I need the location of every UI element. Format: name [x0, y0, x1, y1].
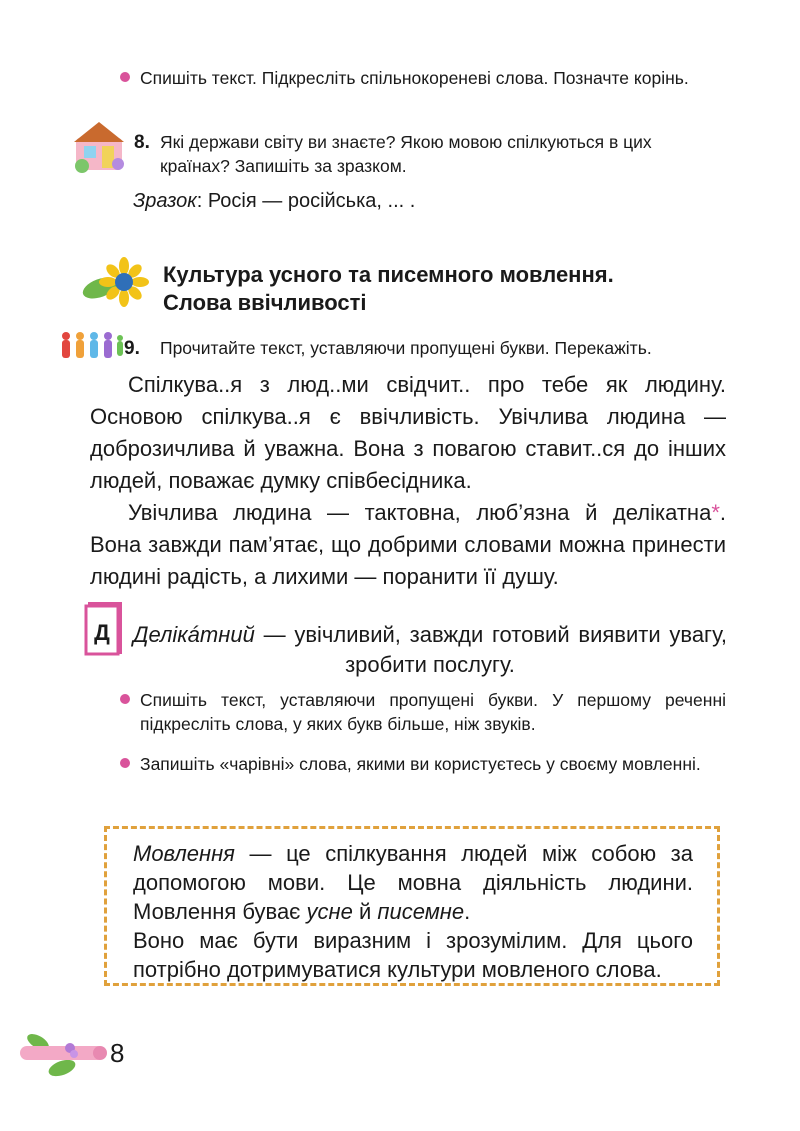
- reading-paragraph-1: Спілкува..я з люд..ми свідчит.. про тебе як людину. Основою спілкува..я є ввічливість. Увічлива людина — доброзичлива й уважна. Вона з повагою ставит..ся до інших людей, поважає думку співбесідника.: [90, 372, 726, 493]
- task-8-sample: [133, 190, 415, 213]
- sunflower-icon: [80, 254, 152, 310]
- task-9-instruction: Прочитайте текст, уставляючи пропущені букви. Перекажіть.: [160, 338, 652, 358]
- sample-text: : Росія — російська, ... .: [196, 190, 416, 212]
- reading-paragraph-2: [90, 497, 726, 593]
- footnote-mark: *: [711, 500, 720, 525]
- rule-written: писемне: [377, 899, 465, 924]
- dictionary-book-icon: [84, 600, 124, 656]
- bullet-dot-icon: [120, 72, 130, 82]
- rule-text-1: — це спілкування людей між собою за допомогою мови. Це мовна діяльність людини. Мовлення буває: [133, 841, 693, 924]
- rule-term: Мовлення: [133, 841, 235, 866]
- bullet-dot-icon: [120, 694, 130, 704]
- children-holding-hands-icon: [58, 330, 124, 362]
- dictionary-entry: [133, 620, 727, 680]
- rule-paragraph-2: Воно має бути виразним і зрозумілим. Для цього потрібно дотримуватися культури мовленого слова.: [133, 928, 693, 982]
- dictionary-definition: — увічливий, завжди готовий виявити увагу, зробити послугу.: [254, 622, 727, 677]
- instruction-text: Запишіть «чарівні» слова, якими ви користуєтесь у своєму мовленні.: [140, 754, 701, 774]
- instruction-bullet: [140, 752, 726, 776]
- rule-oral: усне: [306, 899, 353, 924]
- section-heading: [163, 261, 723, 317]
- task-8-text: Які держави світу ви знаєте? Якою мовою спілкуються в цих країнах? Запишіть за зразком.: [160, 132, 652, 176]
- heading-line-2: Слова ввічливості: [163, 290, 367, 315]
- instruction-bullet: [140, 688, 726, 736]
- page-number: 8: [110, 1038, 125, 1068]
- rule-dot: .: [464, 899, 471, 924]
- bullet-dot-icon: [120, 758, 130, 768]
- instruction-text: Спишіть текст, уставляючи пропущені букви. У першому реченні підкресліть слова, у яких букв більше, ніж звуків.: [140, 690, 726, 734]
- instruction-text: Спишіть текст. Підкресліть спільнокореневі слова. Позначте корінь.: [140, 68, 689, 88]
- reading-text: [90, 369, 726, 593]
- rule-box: [104, 826, 720, 986]
- paragraph-2-end: . Вона завжди пам’ятає, що добрими словами можна принести людині радість, а лихими — поранити її душу.: [90, 500, 726, 589]
- scroll-flower-icon: [14, 1024, 110, 1080]
- rule-and: й: [352, 899, 378, 924]
- paragraph-2-start: Увічлива людина — тактовна, люб’язна й делікатна: [128, 500, 712, 525]
- heading-line-1: Культура усного та писемного мовлення.: [163, 262, 614, 287]
- sample-label: Зразок: [133, 190, 197, 212]
- house-picture-icon: [72, 118, 126, 174]
- instruction-bullet: [140, 66, 730, 90]
- task-9-number: 9.: [124, 338, 140, 359]
- task-8-number: 8.: [134, 132, 150, 153]
- dictionary-badge-letter: Д: [94, 620, 110, 645]
- dictionary-term: Делікáтний: [133, 622, 255, 647]
- rule-paragraph-1: [133, 839, 693, 926]
